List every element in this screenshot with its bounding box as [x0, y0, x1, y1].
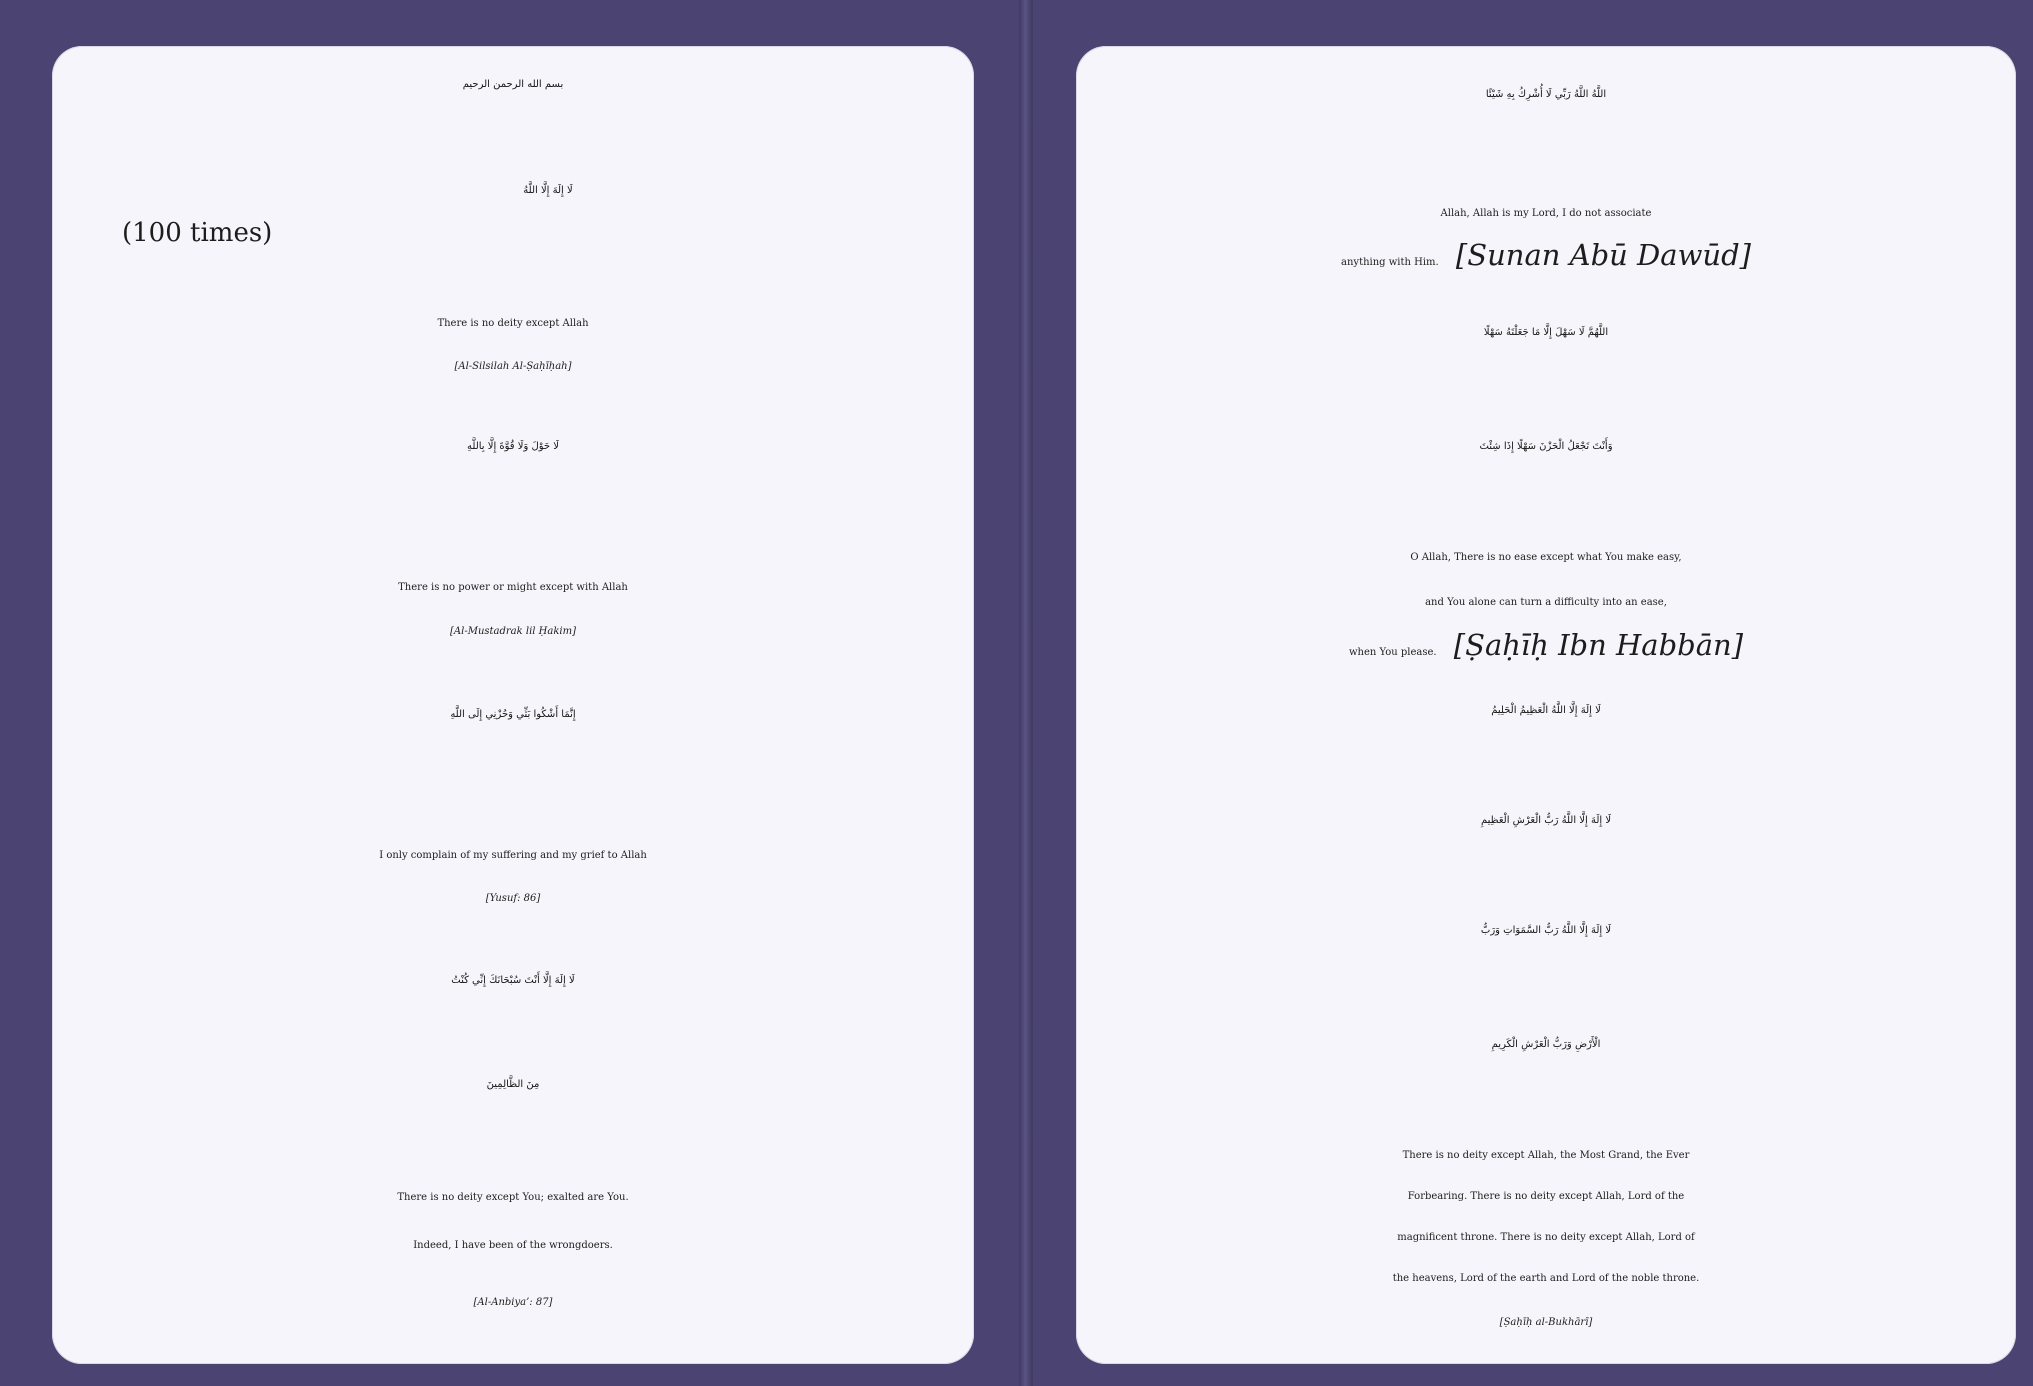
dhikr-3-source: [Yusuf: 86] — [485, 893, 541, 904]
dhikr-5-translation-line1: Allah, Allah is my Lord, I do not associate — [1440, 208, 1652, 219]
dhikr-6-translation-line3-text: when You please. — [1348, 647, 1437, 658]
dhikr-2-translation: There is no power or might except with Allah — [398, 582, 628, 593]
dhikr-1-arabic: لَا إِلَهَ إِلَّا اللَّهُ — [523, 185, 573, 196]
dhikr-2-source: [Al-Mustadrak lil Ḥakim] — [450, 626, 576, 637]
dhikr-7-translation-line2: Forbearing. There is no deity except Allah, Lord of the — [1407, 1191, 1685, 1202]
right-card — [1076, 46, 2016, 1364]
dhikr-4-translation-line2: Indeed, I have been of the wrongdoers. — [413, 1240, 613, 1251]
dhikr-5-source: [Sunan Abū Dawūd] — [1455, 238, 1751, 272]
dhikr-5-arabic: اللَّهُ اللَّهُ رَبِّي لَا أُشْرِكُ بِهِ شَيْئًا — [1485, 89, 1607, 100]
dhikr-7-translation-line1: There is no deity except Allah, the Most Grand, the Ever — [1402, 1150, 1690, 1161]
dhikr-6-translation-line3 — [1076, 626, 2016, 675]
dhikr-6-arabic-line1: اللَّهُمَّ لَا سَهْلَ إِلَّا مَا جَعَلْتَهُ سَهْلًا — [1483, 327, 1609, 338]
dhikr-7-translation-line3: magnificent throne. There is no deity except Allah, Lord of — [1397, 1232, 1695, 1243]
dhikr-6-arabic-line2: وَأَنْتَ تَجْعَلُ الْحَزْنَ سَهْلًا إِذَا شِئْتَ — [1479, 441, 1613, 452]
dhikr-6-translation-line1: O Allah, There is no ease except what You make easy, — [1410, 552, 1682, 563]
dhikr-6-translation-line2: and You alone can turn a difficulty into an ease, — [1425, 597, 1667, 608]
dhikr-3-arabic: إِنَّمَا أَشْكُوا بَثِّي وَحُزْنِي إِلَى اللَّهِ — [450, 709, 576, 720]
dhikr-4-arabic-line2: مِنَ الظَّالِمِينَ — [486, 1079, 540, 1090]
dhikr-7-arabic-line1: لَا إِلَهَ إِلَّا اللَّهُ الْعَظِيمُ الْحَلِيمُ — [1491, 705, 1601, 716]
dhikr-4-arabic-line1: لَا إِلَهَ إِلَّا أَنْتَ سُبْحَانَكَ إِنِّي كُنْتُ — [451, 975, 575, 986]
dhikr-6-source: [Ṣaḥīḥ Ibn Habbān] — [1453, 628, 1744, 662]
dhikr-5-translation-line2-text: anything with Him. — [1341, 257, 1439, 268]
dhikr-3-translation: I only complain of my suffering and my grief to Allah — [379, 850, 647, 861]
bismillah-heading: بسم الله الرحمن الرحيم — [462, 79, 564, 90]
dhikr-7-arabic-line2: لَا إِلَهَ إِلَّا اللَّهُ رَبُّ الْعَرْشِ الْعَظِيمِ — [1480, 815, 1612, 826]
dhikr-5-translation-line2 — [1076, 236, 2016, 285]
dhikr-7-translation-line4: the heavens, Lord of the earth and Lord of the noble throne. — [1392, 1273, 1700, 1284]
repeat-count: (100 times) — [122, 218, 273, 248]
dhikr-4-translation-line1: There is no deity except You; exalted are You. — [397, 1192, 629, 1203]
booklet-fold — [1019, 0, 1033, 1386]
dhikr-4-source: [Al-Anbiya’: 87] — [473, 1297, 553, 1308]
dhikr-7-arabic-line3: لَا إِلَهَ إِلَّا اللَّهُ رَبُّ السَّمَوَاتِ وَرَبُّ — [1480, 925, 1612, 936]
dhikr-1-source: [Al-Silsilah Al-Ṣaḥīḥah] — [454, 361, 572, 372]
left-card — [52, 46, 974, 1364]
dhikr-7-arabic-line4: الْأَرْضِ وَرَبُّ الْعَرْشِ الْكَرِيمِ — [1491, 1039, 1601, 1050]
dhikr-2-arabic: لَا حَوْلَ وَلَا قُوَّةَ إِلَّا بِاللَّهِ — [467, 441, 559, 452]
dhikr-1-translation: There is no deity except Allah — [437, 318, 589, 329]
dhikr-7-source: [Ṣaḥīḥ al-Bukhārī] — [1499, 1317, 1593, 1328]
